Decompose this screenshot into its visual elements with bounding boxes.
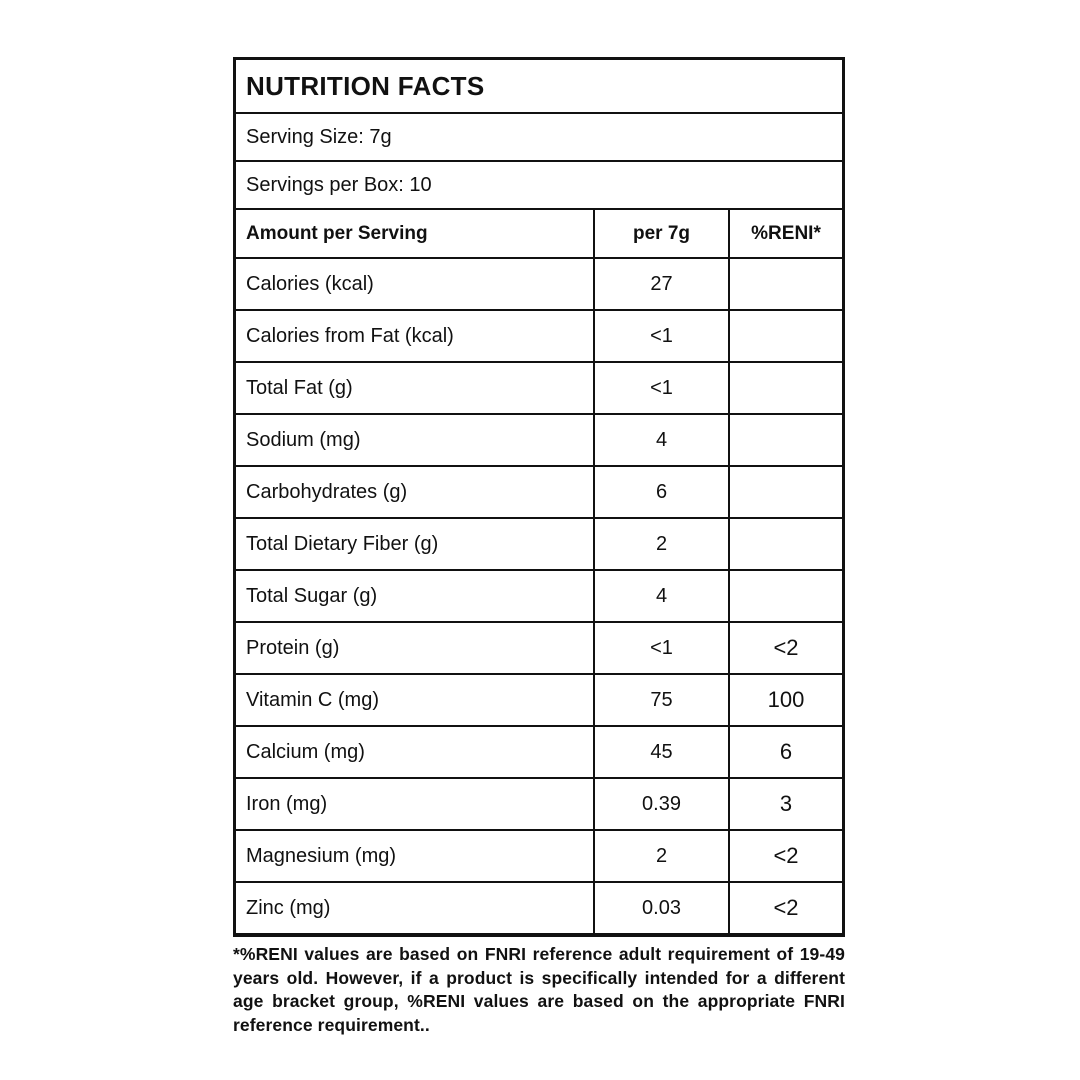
- nutrient-reni-value: [728, 259, 842, 309]
- nutrient-amount: 75: [593, 675, 728, 725]
- header-reni: %RENI*: [728, 210, 842, 257]
- nutrient-reni-value: [728, 415, 842, 465]
- nutrient-name: Protein (g): [246, 636, 340, 659]
- table-row: [236, 465, 842, 517]
- table-row: [236, 829, 842, 881]
- nutrient-name: Carbohydrates (g): [246, 480, 408, 503]
- serving-size-row: Serving Size: 7g: [236, 112, 842, 160]
- nutrient-name: Total Dietary Fiber (g): [246, 532, 439, 555]
- table-header-row: [236, 208, 842, 257]
- nutrient-reni-value: [728, 571, 842, 621]
- table-row: [236, 725, 842, 777]
- nutrient-amount: 4: [593, 571, 728, 621]
- table-row: [236, 361, 842, 413]
- nutrient-reni-value: <2: [728, 883, 842, 933]
- servings-per-box-row: Servings per Box: 10: [236, 160, 842, 208]
- table-body: [236, 257, 842, 933]
- nutrient-amount: 6: [593, 467, 728, 517]
- table-row: [236, 673, 842, 725]
- header-amount-per-serving: Amount per Serving: [246, 222, 428, 244]
- nutrient-amount: 0.39: [593, 779, 728, 829]
- nutrient-reni-value: [728, 311, 842, 361]
- nutrient-name: Calories from Fat (kcal): [246, 324, 454, 347]
- table-row: [236, 777, 842, 829]
- table-row: [236, 517, 842, 569]
- nutrient-amount: 0.03: [593, 883, 728, 933]
- reni-footnote: *%RENI values are based on FNRI reference adult requirement of 19-49 years old. However, if a product is specifically intended for a different age bracket group, %RENI values are based on the appropriate FNRI reference requirement..: [233, 944, 845, 1035]
- nutrient-reni-value: 6: [728, 727, 842, 777]
- nutrient-amount: <1: [593, 363, 728, 413]
- nutrient-name: Calcium (mg): [246, 740, 365, 763]
- nutrient-amount: <1: [593, 623, 728, 673]
- nutrient-reni-value: 100: [728, 675, 842, 725]
- nutrient-name: Iron (mg): [246, 792, 328, 815]
- nutrient-name: Total Fat (g): [246, 376, 353, 399]
- nutrient-reni-value: 3: [728, 779, 842, 829]
- nutrition-facts-title: NUTRITION FACTS: [246, 70, 485, 101]
- table-row: [236, 413, 842, 465]
- nutrient-name: Vitamin C (mg): [246, 688, 379, 711]
- nutrient-reni-value: <2: [728, 831, 842, 881]
- nutrition-facts-table: [233, 57, 845, 937]
- nutrient-name: Zinc (mg): [246, 896, 331, 919]
- nutrient-amount: 2: [593, 519, 728, 569]
- table-row: [236, 309, 842, 361]
- header-per-7g: per 7g: [593, 210, 728, 257]
- nutrient-name: Sodium (mg): [246, 428, 361, 451]
- nutrient-name: Calories (kcal): [246, 272, 374, 295]
- nutrient-name: Magnesium (mg): [246, 844, 397, 867]
- nutrient-amount: <1: [593, 311, 728, 361]
- nutrient-amount: 4: [593, 415, 728, 465]
- nutrient-amount: 2: [593, 831, 728, 881]
- nutrient-reni-value: [728, 467, 842, 517]
- nutrient-reni-value: [728, 519, 842, 569]
- table-row: [236, 569, 842, 621]
- nutrient-reni-value: <2: [728, 623, 842, 673]
- nutrient-reni-value: [728, 363, 842, 413]
- nutrient-amount: 45: [593, 727, 728, 777]
- table-row: [236, 257, 842, 309]
- table-row: [236, 881, 842, 933]
- nutrient-amount: 27: [593, 259, 728, 309]
- table-row: [236, 621, 842, 673]
- nutrient-name: Total Sugar (g): [246, 584, 378, 607]
